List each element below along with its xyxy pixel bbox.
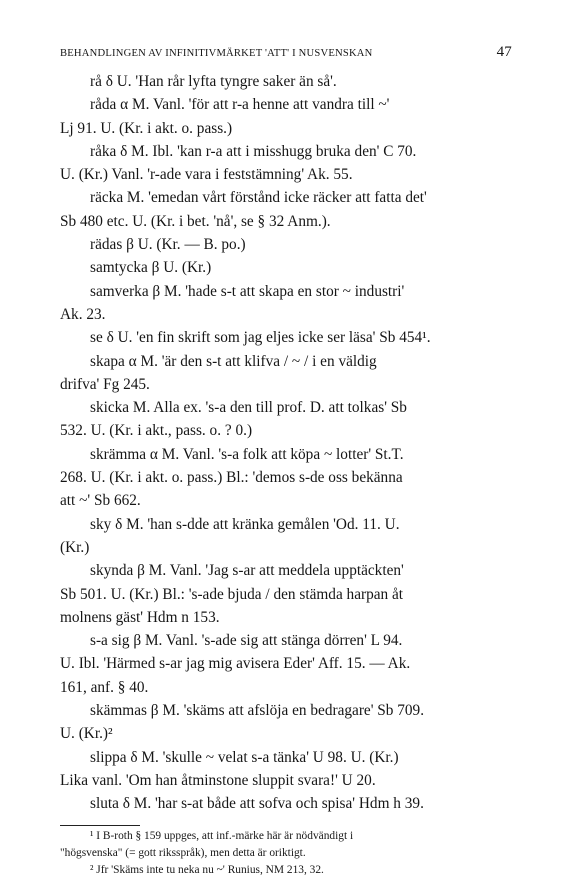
text-line: se δ U. 'en fin skrift som jag eljes icke ser läsa' Sb 454¹. <box>90 329 431 347</box>
text-line: 532. U. (Kr. i akt., pass. o. ? 0.) <box>60 422 253 440</box>
text-line: s-a sig β M. Vanl. 's-ade sig att stänga dörren' L 94. <box>90 632 403 650</box>
text-line: rå δ U. 'Han rår lyfta tyngre saker än så'. <box>90 73 337 90</box>
text-line: råda α M. Vanl. 'för att r-a henne att vandra till ~' <box>90 96 390 114</box>
text-line: råka δ M. Ibl. 'kan r-a att i misshugg bruka den' C 70. <box>90 142 417 160</box>
text-line: Lika vanl. 'Om han åtminstone sluppit svara!' U 20. <box>60 771 376 789</box>
page-number: 47 <box>496 44 512 60</box>
text-line: Sb 480 etc. U. (Kr. i bet. 'nå', se § 32 Anm.). <box>60 212 331 230</box>
text-line: sky δ M. 'han s-dde att kränka gemålen 'Od. 11. U. <box>90 515 400 533</box>
text-line: skicka M. Alla ex. 's-a den till prof. D. att tolkas' Sb <box>90 399 407 417</box>
text-line: 268. U. (Kr. i akt. o. pass.) Bl.: 'demos s-de oss bekänna <box>60 469 403 487</box>
text-line: Sb 501. U. (Kr.) Bl.: 's-ade bjuda / den stämda harpan åt <box>60 585 404 603</box>
text-line: skämmas β M. 'skäms att afslöja en bedragare' Sb 709. <box>90 702 425 720</box>
text-line: Ak. 23. <box>60 305 106 323</box>
text-line: skrämma α M. Vanl. 's-a folk att köpa ~ lotter' St.T. <box>90 445 404 463</box>
footnote-line: ² Jfr 'Skäms inte tu neka nu ~' Runius, NM 213, 32. <box>90 864 324 876</box>
text-line: drifva' Fg 245. <box>60 375 150 393</box>
text-line: skynda β M. Vanl. 'Jag s-ar att meddela upptäckten' <box>90 562 404 580</box>
text-line: (Kr.) <box>60 538 90 556</box>
footnote-line: ¹ I B-roth § 159 uppges, att inf.-märke här är nödvändigt i <box>90 830 354 842</box>
page-header <box>60 44 512 66</box>
text-line: U. (Kr.)² <box>60 725 113 743</box>
text-line: slippa δ M. 'skulle ~ velat s-a tänka' U 98. U. (Kr.) <box>90 748 399 766</box>
running-title: BEHANDLINGEN AV INFINITIVMÄRKET 'ATT' I NUSVENSKAN <box>60 48 373 59</box>
text-line: räcka M. 'emedan vårt förstånd icke räcker att fatta det' <box>90 189 427 207</box>
footnote-rule <box>60 825 140 826</box>
text-line: U. Ibl. 'Härmed s-ar jag mig avisera Eder' Aff. 15. — Ak. <box>60 655 411 673</box>
dictionary-body <box>60 70 512 816</box>
text-line: skapa α M. 'är den s-t att klifva / ~ / i en väldig <box>90 352 377 370</box>
text-line: samverka β M. 'hade s-t att skapa en stor ~ industri' <box>90 282 405 300</box>
text-line: 161, anf. § 40. <box>60 678 149 696</box>
text-line: sluta δ M. 'har s-at både att sofva och spisa' Hdm h 39. <box>90 795 424 813</box>
text-line: Lj 91. U. (Kr. i akt. o. pass.) <box>60 119 233 137</box>
footnote-line: "högsvenska" (= gott riksspråk), men detta är oriktigt. <box>60 847 306 859</box>
text-line: U. (Kr.) Vanl. 'r-ade vara i feststämning' Ak. 55. <box>60 166 353 184</box>
text-line: molnens gäst' Hdm n 153. <box>60 608 220 626</box>
text-line: rädas β U. (Kr. — B. po.) <box>90 236 246 254</box>
text-line: att ~' Sb 662. <box>60 492 141 510</box>
text-line: samtycka β U. (Kr.) <box>90 259 212 277</box>
